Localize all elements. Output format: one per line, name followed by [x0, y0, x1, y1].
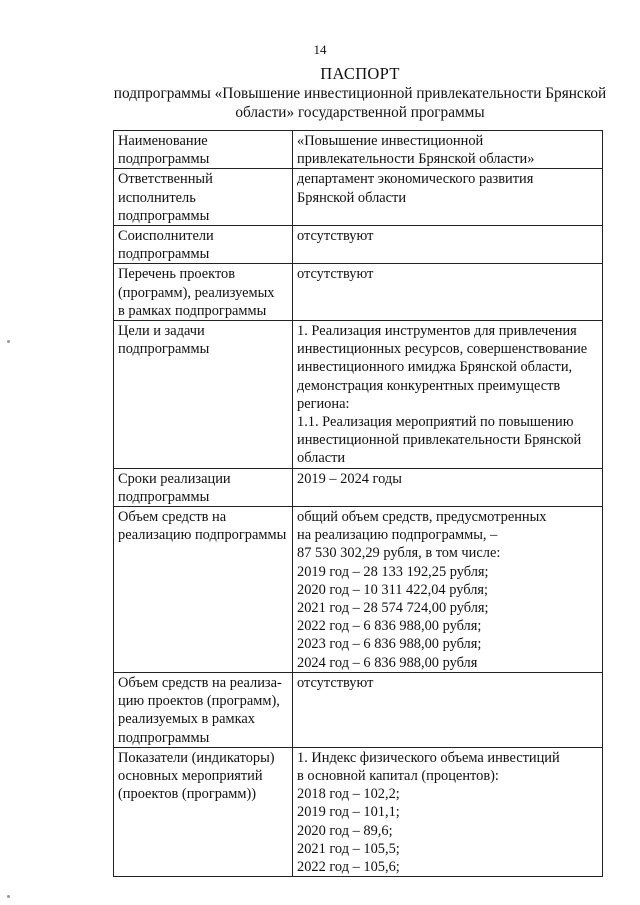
table-row	[114, 672, 603, 747]
row-label	[114, 226, 293, 264]
row-value-line: в основной капитал (процентов):	[297, 767, 499, 784]
row-value	[293, 321, 603, 469]
row-value-line: 1. Реализация инструментов для привлечения	[297, 323, 577, 340]
row-label-line: реализуемых в рамках	[118, 711, 255, 728]
row-label-line: основных мероприятий	[118, 767, 263, 784]
row-value-line: «Повышение инвестиционной	[297, 133, 484, 149]
table-row	[114, 321, 603, 469]
row-label-line: Ответственный	[118, 171, 213, 188]
row-label-line: в рамках подпрограммы	[118, 302, 267, 319]
row-value-line: департамент экономического развития	[297, 171, 534, 188]
row-value-line: 1. Индекс физического объема инвестиций	[297, 749, 560, 766]
row-label-line: (проектов (программ))	[118, 786, 257, 803]
subtitle-line: подпрограммы «Повышение инвестиционной привлекательности Брянской	[113, 85, 607, 102]
scan-dot	[7, 895, 10, 898]
row-label-line: подпрограммы	[118, 729, 210, 746]
row-value-line: 2020 год – 89,6;	[297, 822, 393, 839]
row-label-line: Наименование	[118, 133, 208, 149]
table-row	[114, 226, 603, 264]
document-subtitle	[80, 84, 640, 122]
row-value-line: 2022 год – 6 836 988,00 рубля;	[297, 618, 482, 635]
row-label-line: подпрограммы	[118, 151, 210, 168]
table-row	[114, 264, 603, 321]
row-label-line: Соисполнители	[118, 228, 214, 245]
row-value-line: привлекательности Брянской области»	[297, 151, 535, 168]
row-label-line: Показатели (индикаторы)	[118, 749, 275, 766]
row-value-line: области	[297, 450, 346, 467]
row-value-line: Брянской области	[297, 189, 407, 206]
row-value	[293, 747, 603, 876]
row-label	[114, 747, 293, 876]
row-label-line: (программ), реализуемых	[118, 284, 275, 301]
document-title: ПАСПОРТ	[320, 64, 400, 83]
row-value	[293, 264, 603, 321]
row-value-line: 2021 год – 28 574 724,00 рубля;	[297, 600, 489, 617]
table-row	[114, 169, 603, 226]
row-value	[293, 226, 603, 264]
row-value	[293, 672, 603, 747]
row-label-line: подпрограммы	[118, 246, 210, 263]
row-value-line: инвестиционных ресурсов, совершенствование	[297, 341, 588, 358]
subtitle-line: области» государственной программы	[235, 104, 485, 121]
row-value-line: на реализацию подпрограммы, –	[297, 527, 498, 544]
row-value-line: 2021 год – 105,5;	[297, 840, 400, 857]
row-label-line: подпрограммы	[118, 488, 210, 505]
row-label-line: Объем средств на реализа-	[118, 674, 282, 691]
row-value-line: 87 530 302,29 рубля, в том числе:	[297, 545, 501, 562]
row-label	[114, 672, 293, 747]
passport-table	[113, 130, 603, 877]
row-label-line: исполнитель	[118, 189, 196, 206]
row-label	[114, 507, 293, 673]
row-label-line: Сроки реализации	[118, 470, 231, 487]
row-value-line: демонстрация конкурентных преимуществ	[297, 377, 561, 394]
row-label-line: реализацию подпрограммы	[118, 527, 287, 544]
row-label-line: цию проектов (программ),	[118, 693, 280, 710]
row-value-line: отсутствуют	[297, 674, 374, 691]
row-label	[114, 169, 293, 226]
row-value-line: 2019 – 2024 годы	[297, 470, 402, 487]
row-value-line: инвестиционного имиджа Брянской области,	[297, 359, 573, 376]
table-row	[114, 747, 603, 876]
table-row	[114, 131, 603, 169]
table-row	[114, 507, 603, 673]
row-value-line: 2018 год – 102,2;	[297, 786, 400, 803]
row-value-line: региона:	[297, 395, 350, 412]
row-value-line: инвестиционной привлекательности Брянской	[297, 432, 582, 449]
row-value-line: отсутствуют	[297, 228, 374, 245]
row-label-line: подпрограммы	[118, 207, 210, 224]
row-label-line: Перечень проектов	[118, 266, 236, 283]
row-value-line: 2019 год – 101,1;	[297, 804, 400, 821]
page-number: 14	[313, 42, 327, 57]
row-label-line: Объем средств на	[118, 509, 227, 526]
row-value-line: 2023 год – 6 836 988,00 рубля;	[297, 636, 482, 653]
row-value-line: общий объем средств, предусмотренных	[297, 509, 547, 526]
row-label	[114, 131, 293, 169]
row-value-line: 2024 год – 6 836 988,00 рубля	[297, 654, 478, 671]
row-value-line: 1.1. Реализация мероприятий по повышению	[297, 414, 574, 431]
row-value	[293, 169, 603, 226]
row-value-line: 2019 год – 28 133 192,25 рубля;	[297, 563, 489, 580]
row-label	[114, 321, 293, 469]
row-label	[114, 468, 293, 506]
table-row	[114, 468, 603, 506]
row-value	[293, 131, 603, 169]
row-value-line: 2022 год – 105,6;	[297, 858, 400, 875]
row-value	[293, 507, 603, 673]
row-value	[293, 468, 603, 506]
scan-dot	[7, 340, 10, 343]
row-value-line: 2020 год – 10 311 422,04 рубля;	[297, 581, 488, 598]
row-label-line: Цели и задачи	[118, 323, 205, 340]
row-label-line: подпрограммы	[118, 341, 210, 358]
row-value-line: отсутствуют	[297, 266, 374, 283]
row-label	[114, 264, 293, 321]
